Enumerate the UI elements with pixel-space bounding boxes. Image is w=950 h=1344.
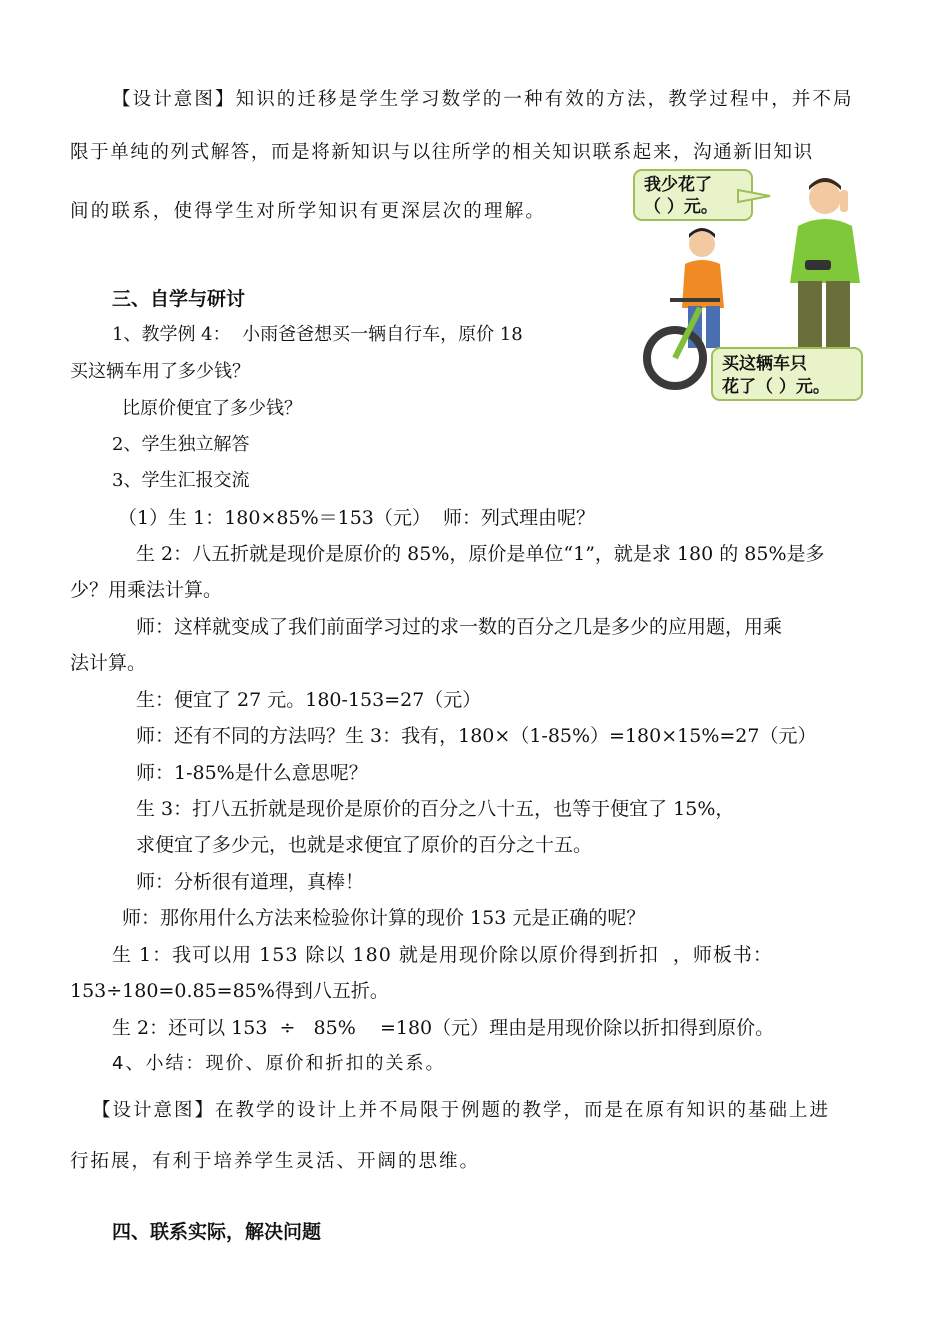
dialogue-line-12: 师：那你用什么方法来检验你计算的现价 153 元是正确的呢？ — [122, 907, 646, 929]
example4-line: 1、教学例 4： 小雨爸爸想买一辆自行车，原价 18 — [112, 324, 523, 345]
dialogue-line-11: 师：分析很有道理，真棒！ — [136, 871, 365, 893]
dialogue-line-10: 求便宜了多少元，也就是求便宜了原价的百分之十五。 — [136, 834, 593, 856]
dialogue-line-9: 生 3：打八五折就是现价是原价的百分之八十五，也等于便宜了 15%， — [136, 798, 735, 820]
design-intent-2-line2: 行拓展，有利于培养学生灵活、开阔的思维。 — [70, 1151, 481, 1172]
bubble-top-line2: （ ）元。 — [644, 197, 718, 217]
dialogue-line-2: 生 2：八五折就是现价是原价的 85%，原价是单位“1”，就是求 180 的 85%是多 — [136, 543, 825, 565]
bubble-top-line1: 我少花了 — [644, 175, 712, 195]
dialogue-line-7: 师：还有不同的方法吗？生 3：我有，180×（1-85%）=180×15%=27（元） — [136, 725, 817, 747]
example4-question-1: 买这辆车用了多少钱？ — [70, 361, 250, 382]
speech-bubble-bottom — [712, 348, 862, 400]
dialogue-line-8: 师：1-85%是什么意思呢？ — [136, 762, 368, 784]
shopping-illustration — [630, 168, 900, 403]
dialogue-line-3: 少？用乘法计算。 — [70, 579, 223, 601]
dialogue-line-4: 师：这样就变成了我们前面学习过的求一数的百分之几是多少的应用题，用乘 — [136, 616, 783, 638]
bubble-bottom-line1: 买这辆车只 — [722, 354, 807, 374]
section4-heading: 四、联系实际，解决问题 — [112, 1221, 322, 1243]
dialogue-line-5: 法计算。 — [70, 652, 147, 674]
bubble-bottom-line2: 花了（ ）元。 — [722, 377, 830, 397]
design-intent-1-line1: 【设计意图】知识的迁移是学生学习数学的一种有效的方法，教学过程中，并不局 — [112, 89, 854, 110]
dialogue-line-13: 生 1：我可以用 153 除以 180 就是用现价除以原价得到折扣 ，师板书： — [112, 944, 773, 966]
dialogue-line-6: 生：便宜了 27 元。180-153=27（元） — [136, 689, 482, 711]
design-intent-2-line1: 【设计意图】在教学的设计上并不局限于例题的教学，而是在原有知识的基础上进 — [92, 1100, 831, 1121]
design-intent-1-line2: 限于单纯的列式解答，而是将新知识与以往所学的相关知识联系起来，沟通新旧知识 — [70, 142, 814, 163]
example4-question-2: 比原价便宜了多少钱？ — [122, 398, 302, 419]
dialogue-line-1: （1）生 1：180×85%＝153（元） 师：列式理由呢？ — [118, 507, 595, 529]
father-figure — [790, 178, 860, 351]
summary-line: 4、小结：现价、原价和折扣的关系。 — [112, 1053, 446, 1074]
dialogue-line-15: 生 2：还可以 153 ÷ 85% =180（元）理由是用现价除以折扣得到原价。 — [112, 1017, 775, 1039]
section3-heading: 三、自学与研讨 — [112, 288, 246, 310]
dialogue-line-14: 153÷180=0.85=85%得到八五折。 — [70, 980, 389, 1002]
step-2-line: 2、学生独立解答 — [112, 434, 250, 455]
speech-bubble-top — [634, 170, 770, 220]
design-intent-1-line3: 间的联系，使得学生对所学知识有更深层次的理解。 — [70, 201, 547, 222]
step-3-line: 3、学生汇报交流 — [112, 470, 250, 491]
